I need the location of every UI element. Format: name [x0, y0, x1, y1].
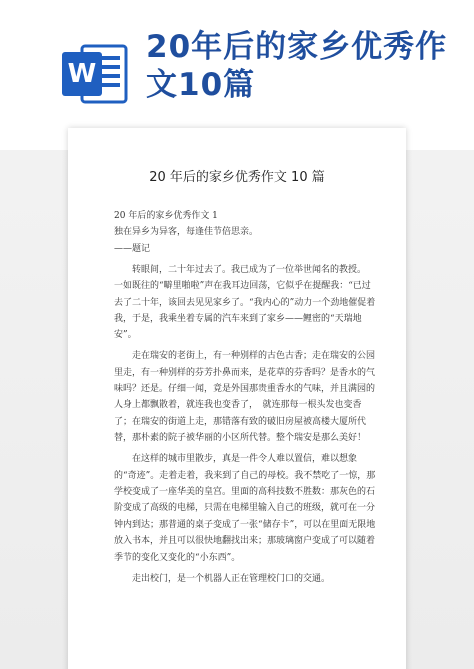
- paragraph: 在这样的城市里散步，真是一件令人难以置信，难以想象的“奇迹”。走着走着，我来到了自己的母校。我不禁吃了一惊，那学校变成了一座华美的皇宫。里面的高科技数不胜数：那灰色的石阶变成了高级的电梯，只需在电梯里输入自己的班级，就可在一分钟内到达；那普通的桌子变成了一张“储存卡”，可以在里面无限地放入书本，并且可以很快地翻找出来；那玻璃窗户变成了可以随着季节的变化又变化的“小东西”。: [114, 454, 376, 563]
- essay-heading: 20 年后的家乡优秀作文 1: [114, 211, 218, 221]
- paragraph: 走在瑞安的老街上，有一种别样的古色古香；走在瑞安的公园里走，有一种别样的芬芳扑鼻而来，是花草的芬香吗？是香水的气味吗？还是。仔细一闻，竟是外国那贵重香水的气味，并且满园的人身上都飘散着，就连我也变香了， 就连那每一根头发也变香了；在瑞安的街道上走，那错落有致的破旧房屋被高楼大厦所代替，那朴素的院子被华丽的小区所代替。整个瑞安是那么美好！: [114, 351, 376, 444]
- document-page: [68, 128, 406, 669]
- document-title: 20 年后的家乡优秀作文 10 篇: [149, 170, 325, 185]
- epigraph-source: ——题记: [114, 243, 151, 254]
- document-body: [114, 208, 376, 587]
- word-document-icon: [60, 42, 130, 106]
- epigraph-line: 独在异乡为异客，每逢佳节倍思亲。: [114, 227, 259, 238]
- paragraph: 走出校门，是一个机器人正在管理校门口的交通。: [132, 573, 331, 584]
- paragraph: 转眼间，二十年过去了。我已成为了一位举世闻名的教授。 一如既往的“噼里啪啦”声在我耳边回荡，它似乎在提醒我：“已过去了二十年，该回去见见家乡了。“我内心的”动力一个劲地催促着我，于是，我乘坐着专属的汽车来到了家乡——鲤密的“天瑞地安”。: [114, 264, 376, 341]
- word-logo-letter: W: [67, 59, 97, 89]
- page-title: 20年后的家乡优秀作文10篇: [146, 29, 448, 103]
